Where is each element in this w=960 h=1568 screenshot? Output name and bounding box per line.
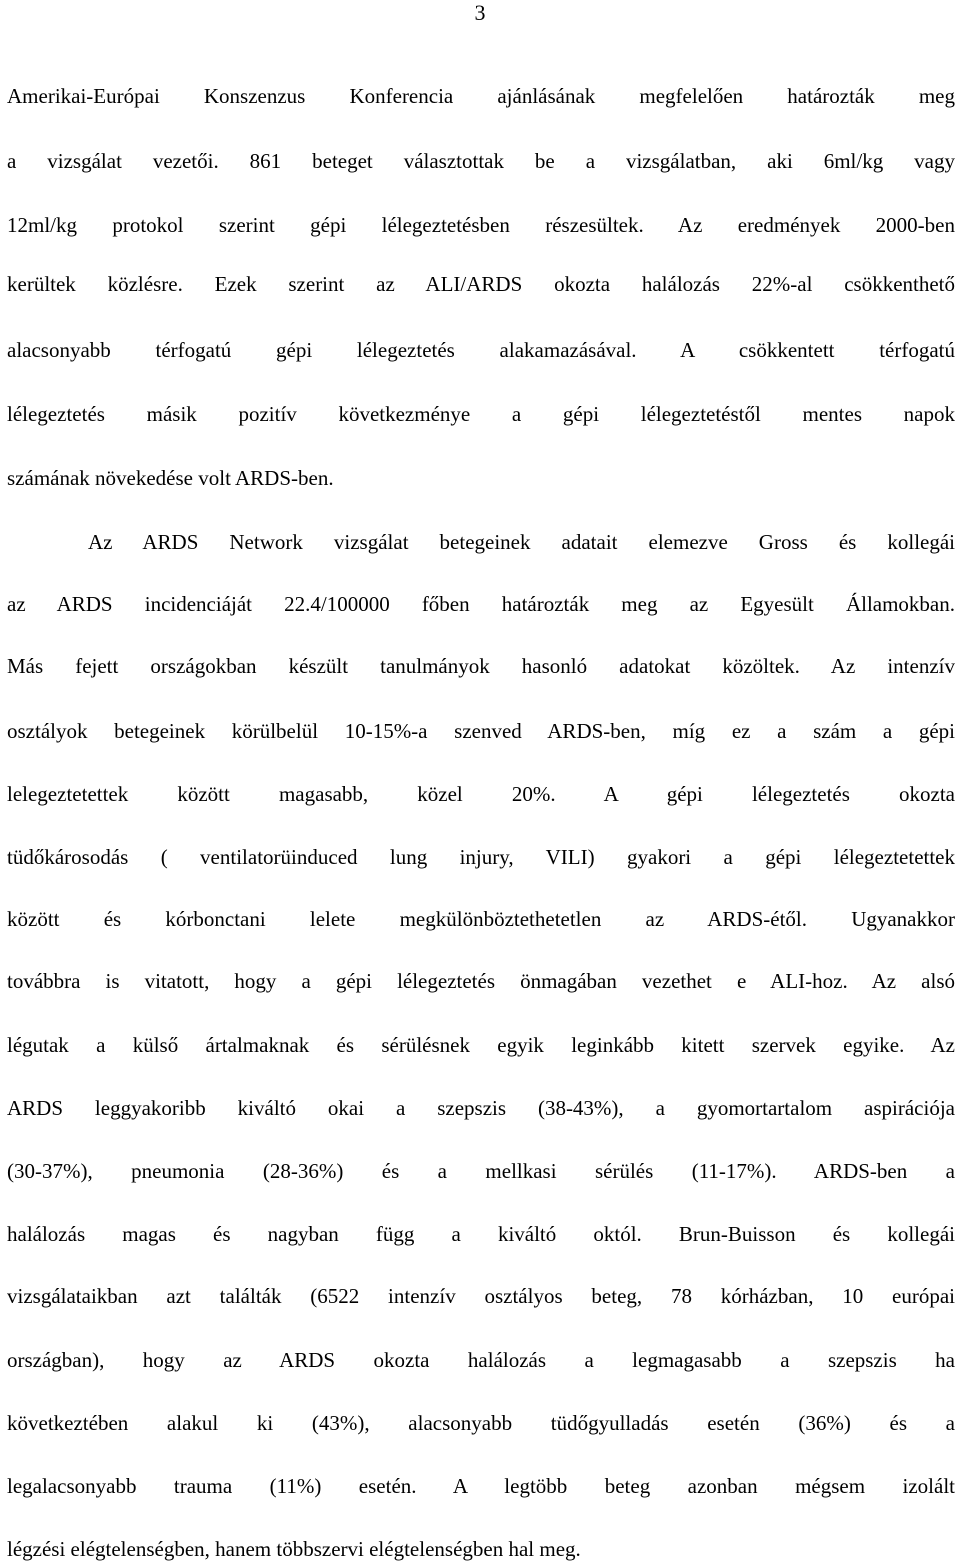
text-line: számának növekedése volt ARDS-ben. [7, 466, 334, 490]
text-line: Amerikai-Európai Konszenzus Konferencia ajánlásának megfelelően határozták meg [7, 84, 955, 108]
text-line: a vizsgálat vezetői. 861 beteget választottak be a vizsgálatban, aki 6ml/kg vagy [7, 149, 955, 173]
text-line: (30-37%), pneumonia (28-36%) és a mellkasi sérülés (11-17%). ARDS-ben a [7, 1159, 955, 1183]
text-line: között és kórbonctani lelete megkülönböztethetetlen az ARDS-étől. Ugyanakkor [7, 907, 955, 931]
text-line: országban), hogy az ARDS okozta halálozás a legmagasabb a szepszis ha [7, 1348, 955, 1372]
text-line: osztályok betegeinek körülbelül 10-15%-a szenved ARDS-ben, míg ez a szám a gépi [7, 719, 955, 743]
text-line: légzési elégtelenségben, hanem többszervi elégtelenségben hal meg. [7, 1537, 581, 1561]
text-line: következtében alakul ki (43%), alacsonyabb tüdőgyulladás esetén (36%) és a [7, 1411, 955, 1435]
text-line: lelegeztetettek között magasabb, közel 20%. A gépi lélegeztetés okozta [7, 782, 955, 806]
text-line: vizsgálataikban azt találták (6522 intenzív osztályos beteg, 78 kórházban, 10 európai [7, 1284, 955, 1308]
text-line: légutak a külső ártalmaknak és sérülésnek egyik leginkább kitett szervek egyike. Az [7, 1033, 955, 1057]
text-line: legalacsonyabb trauma (11%) esetén. A legtöbb beteg azonban mégsem izolált [7, 1474, 955, 1498]
text-line: Más fejett országokban készült tanulmányok hasonló adatokat közöltek. Az intenzív [7, 654, 955, 678]
text-line: tüdőkárosodás ( ventilatorüinduced lung injury, VILI) gyakori a gépi lélegeztetettek [7, 845, 955, 869]
text-line: 12ml/kg protokol szerint gépi lélegeztetésben részesültek. Az eredmények 2000-ben [7, 213, 955, 237]
text-line: halálozás magas és nagyban függ a kiváltó októl. Brun-Buisson és kollegái [7, 1222, 955, 1246]
paragraph-first-line: Az ARDS Network vizsgálat betegeinek adatait elemezve Gross és kollegái [88, 530, 955, 554]
text-line: kerültek közlésre. Ezek szerint az ALI/ARDS okozta halálozás 22%-al csökkenthető [7, 272, 955, 296]
text-line: alacsonyabb térfogatú gépi lélegeztetés alakamazásával. A csökkentett térfogatú [7, 338, 955, 362]
text-line: az ARDS incidenciáját 22.4/100000 főben határozták meg az Egyesült Államokban. [7, 592, 955, 616]
text-line: ARDS leggyakoribb kiváltó okai a szepszis (38-43%), a gyomortartalom aspirációja [7, 1096, 955, 1120]
text-line: lélegeztetés másik pozitív következménye a gépi lélegeztetéstől mentes napok [7, 402, 955, 426]
text-line: továbbra is vitatott, hogy a gépi lélegeztetés önmagában vezethet e ALI-hoz. Az alsó [7, 969, 955, 993]
page-number: 3 [474, 0, 486, 25]
